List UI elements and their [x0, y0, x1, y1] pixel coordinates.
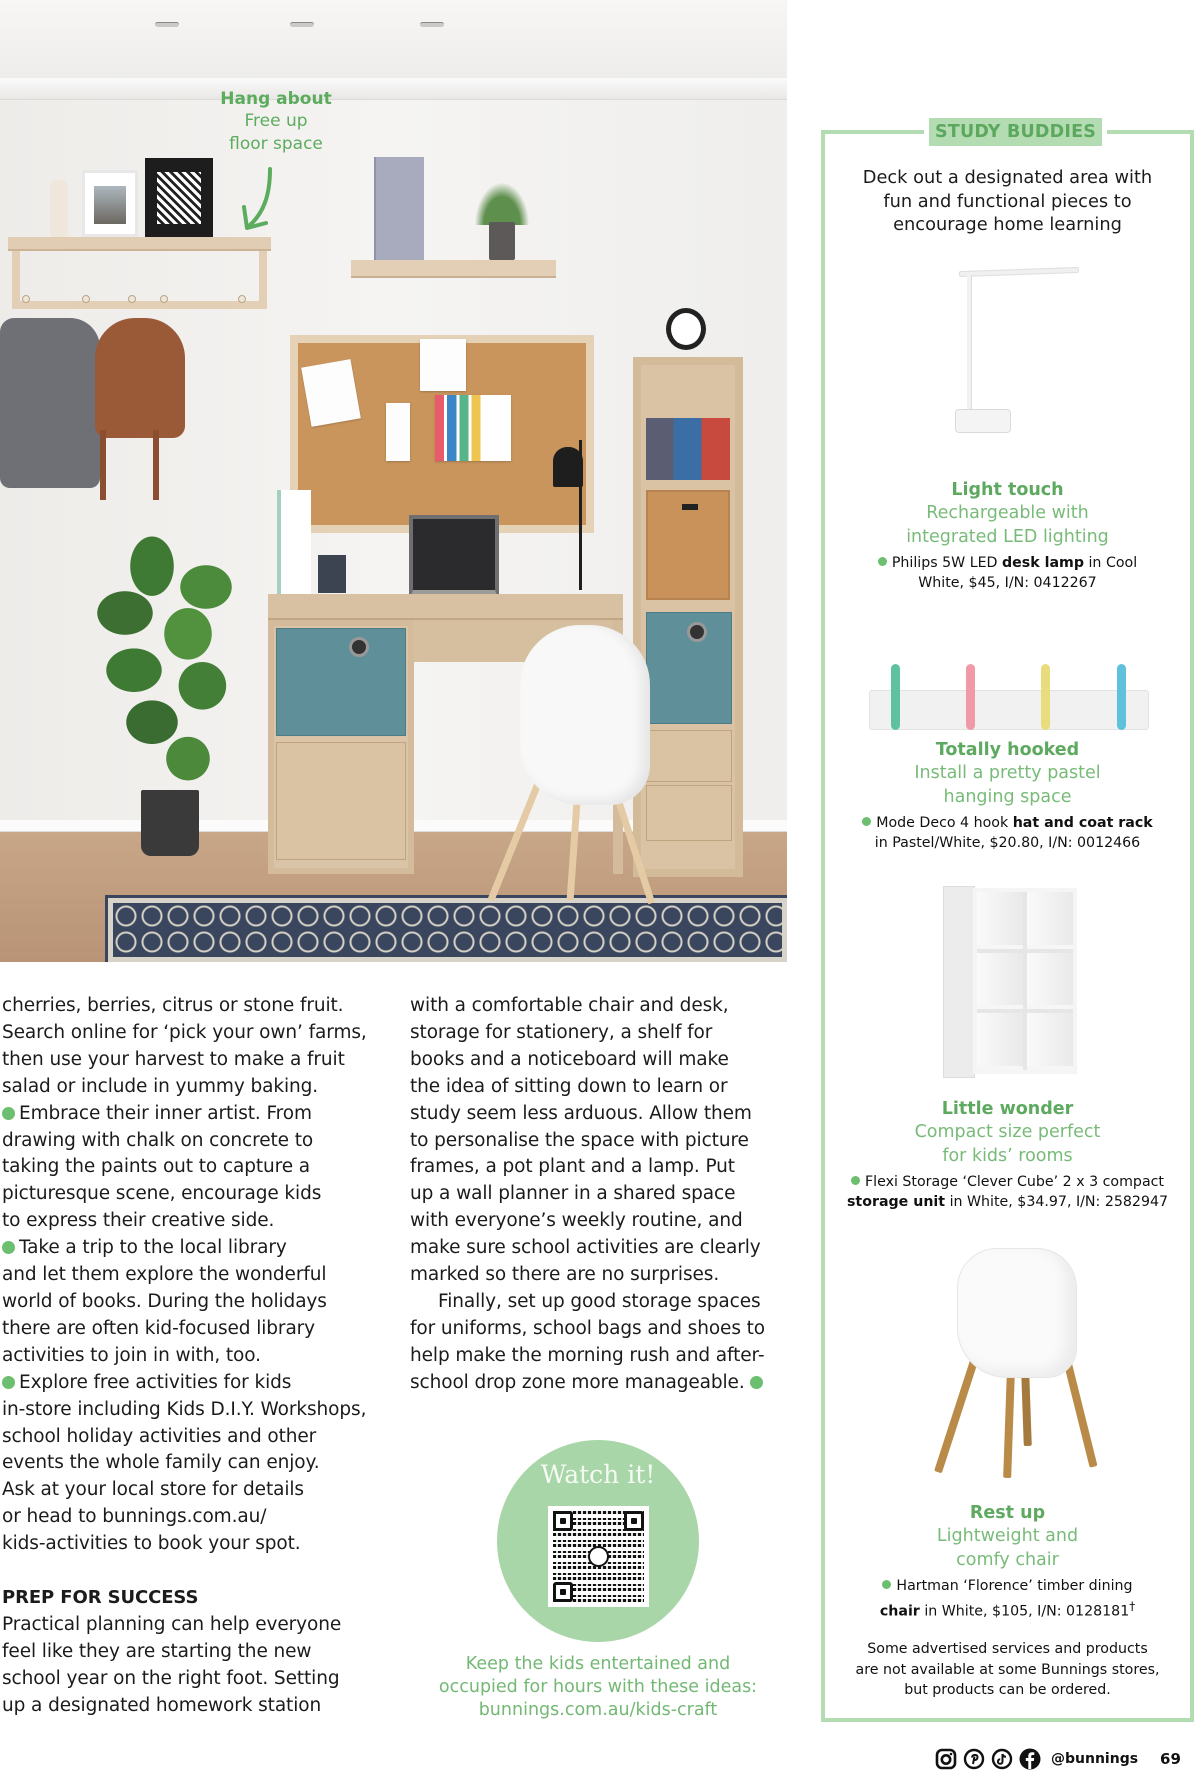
cube-cell	[977, 953, 1023, 1010]
desk-cube-storage	[268, 620, 414, 874]
instagram-icon[interactable]	[935, 1748, 957, 1770]
product-coat-rack	[825, 739, 1190, 853]
body-line: make sure school activities are clearly	[410, 1237, 761, 1259]
product-description: Mode Deco 4 hook hat and coat rack in Pastel/White, $20.80, I/N: 0012466	[825, 813, 1190, 853]
body-line: salad or include in yummy baking.	[2, 1075, 319, 1097]
body-line: up a designated homework station	[2, 1694, 322, 1716]
body-line: school year on the right foot. Setting	[2, 1667, 340, 1689]
desk-clock	[666, 308, 706, 350]
desk-lamp-image	[955, 269, 1085, 439]
photo-frame-white	[82, 170, 138, 237]
product-name: Totally hooked	[935, 740, 1080, 760]
dining-chair-image	[937, 1248, 1097, 1480]
body-line: study seem less arduous. Allow them	[410, 1102, 752, 1124]
desk-lamp-head	[553, 447, 583, 487]
pinned-note	[420, 339, 466, 391]
diary-books	[646, 418, 730, 480]
qr-finder-icon	[553, 1511, 573, 1531]
watch-caption	[418, 1653, 778, 1722]
study-buddies-panel	[821, 122, 1194, 1722]
hang-about-callout	[196, 88, 356, 156]
article-column-2	[410, 993, 795, 1397]
caption-line: Keep the kids entertained and	[465, 1654, 731, 1674]
laptop	[409, 515, 499, 600]
chair-leg	[934, 1357, 979, 1474]
backpack-strap	[100, 430, 106, 500]
product-dining-chair	[825, 1502, 1190, 1622]
product-name: Little wonder	[941, 1099, 1074, 1119]
availability-disclaimer: Some advertised services and products are not available at some Bunnings stores, but products can be ordered.	[855, 1641, 1160, 1698]
lamp-pole	[967, 275, 972, 415]
bullet-dot-icon	[2, 1107, 15, 1120]
body-line: in-store including Kids D.I.Y. Workshops,	[2, 1398, 367, 1420]
product-storage-unit	[825, 1098, 1190, 1212]
cube-storage-image	[943, 886, 1078, 1078]
body-line: feel like they are starting the new	[2, 1640, 312, 1662]
hook-peg	[128, 295, 136, 303]
body-line: there are often kid-focused library	[2, 1317, 316, 1339]
body-line: and let them explore the wonderful	[2, 1264, 327, 1286]
body-line-link[interactable]: kids-activities to book your spot.	[2, 1533, 301, 1555]
hook-pink	[966, 664, 975, 730]
hook-mint	[891, 664, 900, 730]
spacer	[2, 1558, 382, 1585]
panel-tag: STUDY BUDDIES	[929, 118, 1102, 146]
desk-top	[268, 594, 623, 620]
cube-side-panel	[943, 886, 975, 1078]
body-line: with everyone’s weekly routine, and	[410, 1210, 743, 1232]
grey-backpack	[0, 318, 100, 488]
pinned-note	[386, 403, 410, 461]
pen-cup	[318, 555, 346, 593]
drawer	[646, 785, 732, 841]
cube-front	[973, 888, 1077, 1074]
body-line: world of books. During the holidays	[2, 1290, 327, 1312]
bullet-artist: Embrace their inner artist. From	[2, 1101, 382, 1128]
bullet-activities: Explore free activities for kids	[2, 1370, 382, 1397]
fiddle-leaf-plant	[80, 535, 260, 795]
bullet-dot-icon	[2, 1376, 15, 1389]
hook-peg	[82, 295, 90, 303]
body-line: marked so there are no surprises.	[410, 1264, 720, 1286]
body-line: books and a noticeboard will make	[410, 1048, 729, 1070]
article-column-1	[2, 993, 382, 1719]
lamp-head	[959, 267, 1079, 277]
body-line-end: school drop zone more manageable.	[410, 1370, 795, 1397]
cork-storage-bin	[646, 490, 730, 600]
cube-cell	[1027, 953, 1073, 1010]
curved-arrow-icon	[238, 165, 278, 235]
product-tagline: for kids’ rooms	[942, 1145, 1073, 1166]
chair-shell	[957, 1248, 1077, 1378]
shell-jar	[50, 180, 68, 237]
cube-cell	[977, 1013, 1023, 1070]
cube-cell	[1027, 1013, 1073, 1070]
body-line: taking the paints out to capture a	[2, 1156, 311, 1178]
drawer	[646, 730, 732, 782]
body-line: storage for stationery, a shelf for	[410, 1021, 713, 1043]
product-tagline: hanging space	[943, 786, 1072, 807]
callout-line: Free up	[244, 111, 308, 131]
bullet-dot-icon	[862, 817, 871, 826]
tiktok-icon[interactable]	[991, 1748, 1013, 1770]
end-mark-dot-icon	[750, 1376, 763, 1389]
watch-it-title: Watch it!	[540, 1460, 656, 1489]
hook-peg	[238, 295, 246, 303]
section-subheading: PREP FOR SUCCESS	[2, 1586, 199, 1608]
body-line: Practical planning can help everyone	[2, 1613, 342, 1635]
product-desk-lamp	[825, 479, 1190, 593]
bullet-dot-icon	[851, 1176, 860, 1185]
photo-frame-black	[145, 158, 213, 238]
body-line: help make the morning rush and after-	[410, 1344, 765, 1366]
times-tables-chart	[435, 395, 511, 461]
body-line: for uniforms, school bags and shoes to	[410, 1317, 766, 1339]
hook-yellow	[1041, 664, 1050, 730]
body-line: school holiday activities and other	[2, 1425, 317, 1447]
bullet-library: Take a trip to the local library	[2, 1235, 382, 1262]
product-description: Philips 5W LED desk lamp in Cool White, $45, I/N: 0412267	[825, 553, 1190, 593]
cube-cell	[1027, 892, 1073, 949]
bunnings-logo-icon	[588, 1546, 609, 1567]
body-line: to personalise the space with picture	[410, 1129, 749, 1151]
body-line-link[interactable]: or head to bunnings.com.au/	[2, 1506, 267, 1528]
product-description: Flexi Storage ‘Clever Cube’ 2 x 3 compact storage unit in White, $34.97, I/N: 2582947	[846, 1174, 1169, 1210]
qr-modules	[553, 1511, 644, 1602]
plant-pot	[141, 790, 199, 856]
small-plant	[470, 175, 534, 225]
bullet-dot-icon	[2, 1241, 15, 1254]
backpack-strap	[153, 430, 159, 500]
ceiling	[0, 0, 787, 78]
callout-line: floor space	[229, 134, 323, 154]
body-line: to express their creative side.	[2, 1210, 275, 1232]
product-tagline: integrated LED lighting	[906, 526, 1109, 547]
wall-shelf-with-hooks	[8, 237, 271, 251]
product-description: Hartman ‘Florence’ timber dining chair in White, $105, I/N: 0128181†	[879, 1578, 1136, 1620]
patterned-rug	[108, 898, 787, 962]
watch-it-badge	[497, 1440, 699, 1642]
product-tagline: Rechargeable with	[926, 503, 1089, 523]
lamp-base	[955, 409, 1011, 433]
bullet-dot-icon	[878, 557, 887, 566]
chair-leg	[1063, 1359, 1097, 1468]
page-number: 69	[1160, 1750, 1181, 1768]
body-line: then use your harvest to make a fruit	[2, 1048, 345, 1070]
qr-code-icon[interactable]	[548, 1506, 649, 1607]
blue-storage-bin	[646, 612, 732, 724]
hook-blue	[1117, 664, 1126, 730]
qr-finder-icon	[624, 1511, 644, 1531]
downlight	[420, 22, 444, 27]
cupboard-door	[276, 742, 406, 860]
hook-peg	[22, 295, 30, 303]
body-line: Search online for ‘pick your own’ farms,	[2, 1021, 367, 1043]
rack-board	[869, 690, 1149, 730]
corkboard	[290, 335, 594, 533]
hook-rack-image	[869, 664, 1149, 734]
qr-finder-icon	[553, 1582, 573, 1602]
white-chair	[520, 625, 650, 805]
body-line: Ask at your local store for details	[2, 1479, 304, 1501]
file-holder	[277, 490, 311, 594]
panel-intro: Deck out a designated area with fun and functional pieces to encourage home learning	[862, 167, 1153, 235]
body-line: with a comfortable chair and desk,	[410, 995, 729, 1016]
hook-peg	[160, 295, 168, 303]
chair-leg	[1003, 1368, 1015, 1478]
cornice	[0, 78, 787, 100]
product-tagline: Compact size perfect	[914, 1122, 1101, 1142]
caption-line: occupied for hours with these ideas:	[438, 1677, 758, 1697]
hero-photo	[0, 0, 787, 962]
product-tagline: Install a pretty pastel	[914, 763, 1101, 783]
blue-storage-bin	[276, 628, 406, 736]
bullet-dot-icon	[882, 1580, 891, 1589]
product-name: Light touch	[951, 480, 1064, 500]
body-line: picturesque scene, encourage kids	[2, 1183, 322, 1205]
body-line: drawing with chalk on concrete to	[2, 1129, 314, 1151]
body-line: the idea of sitting down to learn or	[410, 1075, 728, 1097]
page-footer	[935, 1748, 1181, 1770]
wall-shelf-frame	[12, 251, 267, 309]
body-line: Finally, set up good storage spaces	[438, 1290, 761, 1312]
brown-backpack	[95, 318, 185, 438]
body-line: events the whole family can enjoy.	[2, 1452, 320, 1474]
cube-cell	[977, 892, 1023, 949]
social-handle[interactable]: @bunnings	[1051, 1751, 1139, 1767]
body-line: frames, a pot plant and a lamp. Put	[410, 1156, 735, 1178]
grey-book	[374, 157, 424, 260]
pinterest-icon[interactable]	[963, 1748, 985, 1770]
pinned-note	[301, 359, 361, 427]
downlight	[155, 22, 179, 27]
product-name: Rest up	[969, 1503, 1046, 1523]
body-line: up a wall planner in a shared space	[410, 1183, 736, 1205]
body-line: cherries, berries, citrus or stone fruit.	[2, 995, 344, 1016]
small-pot	[489, 222, 515, 260]
product-tagline: comfy chair	[956, 1549, 1059, 1570]
caption-link[interactable]: bunnings.com.au/kids-craft	[478, 1700, 718, 1720]
facebook-icon[interactable]	[1019, 1748, 1041, 1770]
downlight	[290, 22, 314, 27]
body-line: activities to join in with, too.	[2, 1344, 261, 1366]
product-tagline: Lightweight and	[936, 1526, 1079, 1546]
callout-title: Hang about	[220, 89, 332, 109]
floating-shelf	[351, 260, 556, 278]
